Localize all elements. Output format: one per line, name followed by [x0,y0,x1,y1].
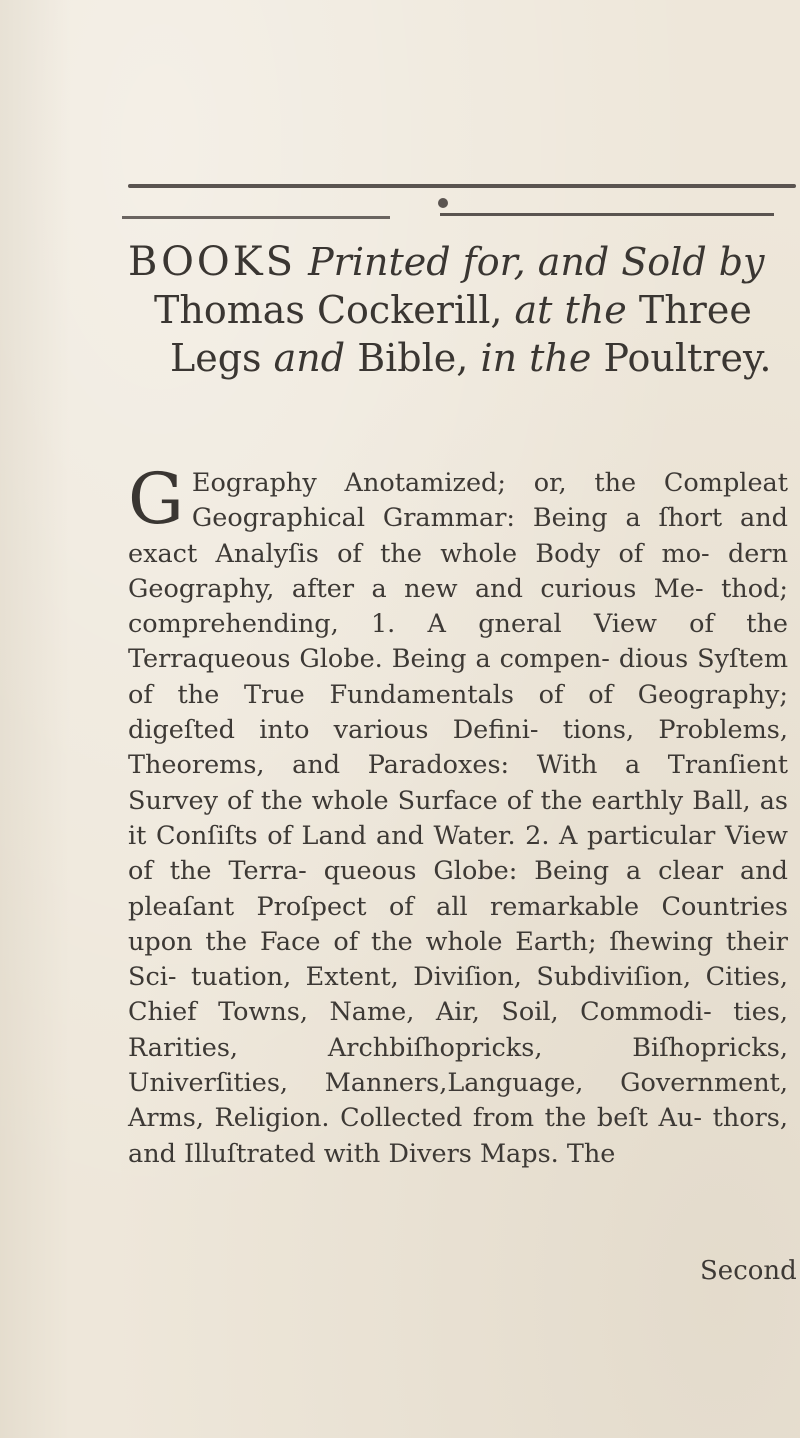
heading-at-the: at the [514,288,627,332]
heading-books: BOOKS [128,239,297,285]
heading-and: and [273,336,346,380]
heading-legs: Legs [170,336,262,380]
advert-text: Eography Anotamized; or, the Compleat Geographical Grammar: Being a ſhort and exact Analyſis of the whole Body of mo- dern Geography, after a new and curious Me- thod; comprehending, 1. A gneral View of the Terraqueous Globe. Being a compen- dious Syſtem of the True Fundamentals of of Geography; digeſted into various Defini- tions, Problems, Theorems, and Paradoxes: With a Tranſient Survey of the whole Surface of the earthly Ball, as it Conſiſts of Land and Water. 2. A particular View of the Terra- queous Globe: Being a clear and pleaſant Proſpect of all remarkable Countries upon the Face of the whole Earth; ſhewing their Sci- tuation, Extent, Diviſion, Subdiviſion, Cities, Chief Towns, Name, Air, Soil, Commodi- ties, Rarities, Archbiſhopricks, Biſhopricks, Univerſities, Manners,Language, Government, Arms, Religion. Collected from the beſt Au- thors, and Illuſtrated with Divers Maps. The [128,468,788,1169]
heading-three: Three [638,288,752,332]
heading-bible: Bible, [357,336,469,380]
right-rule [440,213,774,216]
left-rule [122,216,390,219]
drop-cap: G [128,458,184,540]
top-rule [128,184,796,188]
advert-heading [128,238,788,382]
advert-body [128,458,788,1172]
heading-poultrey: Poultrey. [603,336,772,380]
heading-printed-for: Printed for, and Sold by [308,240,765,284]
heading-in-the: in the [480,336,592,380]
ornament-dot [438,198,448,208]
page-edge-shadow [0,0,70,1438]
heading-bookseller: Thomas Cockerill, [154,288,503,332]
catchword: Second [700,1256,797,1286]
